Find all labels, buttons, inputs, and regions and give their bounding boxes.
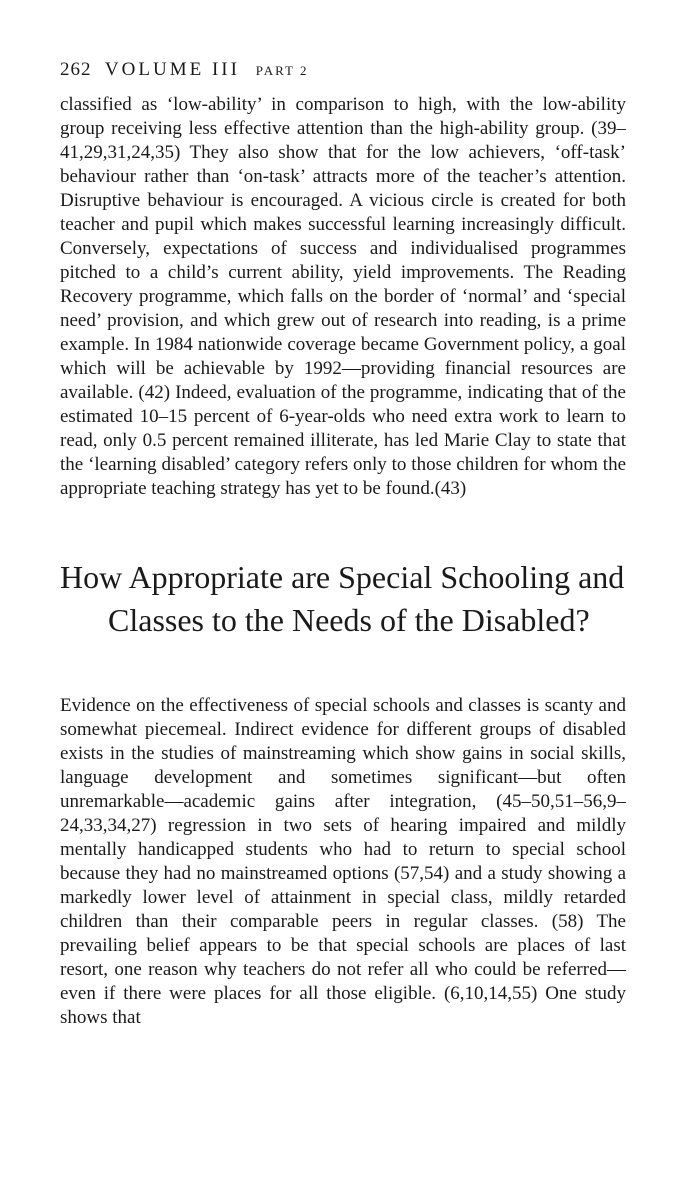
- book-page: [60, 58, 626, 1030]
- page-number: 262: [60, 59, 92, 80]
- body-paragraph: Evidence on the effectiveness of special schools and classes is scanty and somewhat piecemeal. Indirect evidence for different groups of disabled exists in the studies of mainstreaming which show gains in social skills, language development and sometimes significant—but often unremarkable—academic gains after integration, (45–50,51–56,9–24,33,34,27) regression in two sets of hearing impaired and mildly mentally handicapped students who had to return to special school because they had no mainstreamed options (57,54) and a study showing a markedly lower level of attainment in special class, mildly retarded children than their comparable peers in regular classes. (58) The prevailing belief appears to be that special schools are places of last resort, one reason why teachers do not refer all who could be referred—even if there were places for all those eligible. (6,10,14,55) One study shows that: [60, 695, 626, 1028]
- body-paragraph: classified as ‘low-ability’ in comparison to high, with the low-ability group receiving less effective attention than the high-ability group. (39–41,29,31,24,35) They also show that for the low achievers, ‘off-task’ behaviour rather than ‘on-task’ attracts more of the teacher’s attention. Disruptive behaviour is encouraged. A vicious circle is created for both teacher and pupil which makes successful learning increasingly difficult. Conversely, expectations of success and individualised programmes pitched to a child’s current ability, yield improvements. The Reading Recovery programme, which falls on the border of ‘normal’ and ‘special need’ provision, and which grew out of research into reading, is a prime example. In 1984 nationwide coverage became Government policy, a goal which will be achievable by 1992—providing financial resources are available. (42) Indeed, evaluation of the programme, indicating that of the estimated 10–15 percent of 6-year-olds who need extra work to learn to read, only 0.5 percent remained illiterate, has led Marie Clay to state that the ‘learning disabled’ category refers only to those children for whom the appropriate teaching strategy has yet to be found.(43): [60, 94, 626, 499]
- part-label: PART 2: [255, 63, 309, 78]
- volume-label: VOLUME III: [104, 59, 240, 80]
- section-heading: How Appropriate are Special Schooling and Classes to the Needs of the Disabled?: [60, 559, 625, 638]
- running-head: [60, 58, 626, 83]
